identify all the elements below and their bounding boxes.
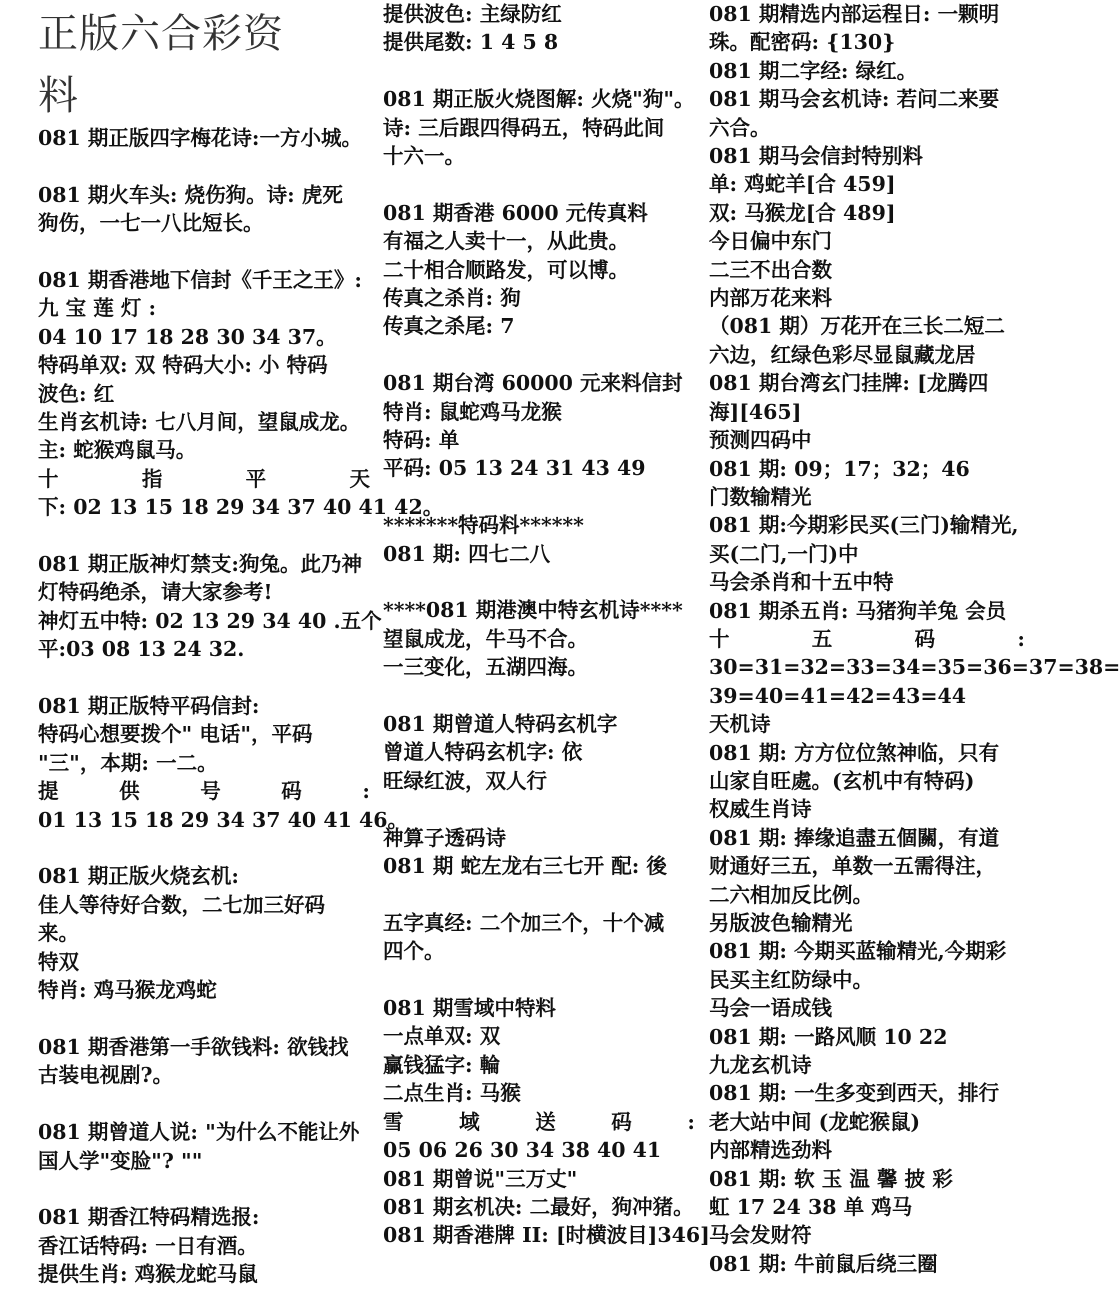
text-line: 特码: 单 bbox=[383, 428, 460, 453]
text-line: 081 期 蛇左龙右三七开 配: 後 bbox=[383, 854, 667, 879]
text-line: 虹 17 24 38 单 鸡马 bbox=[709, 1195, 913, 1220]
blank-line bbox=[383, 966, 695, 994]
spaced-glyph: 送 bbox=[535, 1109, 556, 1134]
text-line: 五字真经: 二个加三个，十个减 bbox=[383, 910, 665, 935]
text-line: 081 期: 今期买蓝输精光,今期彩 bbox=[709, 939, 1007, 964]
text-line: 今日偏中东门 bbox=[709, 229, 832, 254]
blank-line bbox=[383, 341, 695, 369]
text-line: 一点单双: 双 bbox=[383, 1024, 501, 1049]
text-line: 081 期正版火烧图解: 火烧"狗"。 bbox=[383, 87, 695, 112]
text-line: 081 期杀五肖: 马猪狗羊兔 会员 bbox=[709, 598, 1007, 623]
text-line: 主: 蛇猴鸡鼠马。 bbox=[38, 438, 197, 463]
text-line: 旺绿红波，双人行 bbox=[383, 768, 547, 793]
spaced-glyph: 码 bbox=[281, 779, 302, 804]
text-line: 神算子透码诗 bbox=[383, 825, 506, 850]
text-line: 国人学"变脸"? "" bbox=[38, 1148, 203, 1173]
text-line: 平码: 05 13 24 31 43 49 bbox=[383, 456, 646, 481]
text-line: 二三不出合数 bbox=[709, 257, 832, 282]
spaced-glyph: 天 bbox=[349, 466, 370, 491]
blank-line bbox=[38, 1175, 370, 1203]
text-line: 香江话特码: 一日有酒。 bbox=[38, 1233, 258, 1258]
text-line: 081 期雪域中特料 bbox=[383, 996, 556, 1021]
text-line: 081 期精选内部运程日: 一颗明 bbox=[709, 2, 1000, 26]
column-middle bbox=[383, 0, 710, 1250]
text-line: 081 期马会信封特别料 bbox=[709, 144, 923, 169]
spaced-glyph: 雪 bbox=[383, 1109, 404, 1134]
text-line: 特肖: 鸡马猴龙鸡蛇 bbox=[38, 978, 217, 1003]
column-middle-lines bbox=[383, 0, 710, 1250]
text-line: 四个。 bbox=[383, 939, 445, 964]
text-line: 海][465] bbox=[709, 399, 802, 424]
text-line: 01 13 15 18 29 34 37 40 41 46。 bbox=[38, 807, 409, 832]
spaced-text-line bbox=[383, 1108, 695, 1136]
text-line: 九 宝 莲 灯 : bbox=[38, 296, 157, 321]
text-line: 古装电视剧?。 bbox=[38, 1063, 174, 1088]
spaced-glyph: 五 bbox=[811, 626, 833, 651]
text-line: 081 期台湾 60000 元来料信封 bbox=[383, 371, 683, 396]
text-line: 081 期曾道人说: "为什么不能让外 bbox=[38, 1120, 360, 1145]
blank-line bbox=[383, 483, 695, 511]
spaced-glyph: : bbox=[362, 779, 370, 804]
text-line: 081 期香港 6000 元传真料 bbox=[383, 200, 648, 225]
text-line: 081 期: 软 玉 温 馨 披 彩 bbox=[709, 1166, 953, 1191]
text-line: 山家自旺處。(玄机中有特码) bbox=[709, 768, 975, 793]
text-line: 预测四码中 bbox=[709, 428, 812, 453]
text-line: 财通好三五，单数一五需得注， bbox=[709, 854, 996, 879]
text-line: 来。 bbox=[38, 921, 79, 946]
spaced-glyph: 十 bbox=[709, 626, 730, 651]
text-line: 内部万花来料 bbox=[709, 286, 832, 311]
spaced-glyph: 提 bbox=[38, 779, 59, 804]
text-line: 特码心想要拨个" 电话"，平码 bbox=[38, 722, 313, 747]
text-line: 神灯五中特: 02 13 29 34 40 .五个 bbox=[38, 608, 382, 633]
spaced-glyph: : bbox=[1017, 626, 1025, 651]
spaced-glyph: 平 bbox=[245, 466, 267, 491]
text-line: 081 期玄机决: 二最好，狗冲猪。 bbox=[383, 1194, 694, 1219]
text-line: 波色: 红 bbox=[38, 381, 115, 406]
text-line: 马会杀肖和十五中特 bbox=[709, 570, 894, 595]
text-line: 081 期正版四字梅花诗:一方小城。 bbox=[38, 126, 362, 150]
text-line: 传真之杀尾: 7 bbox=[383, 314, 515, 339]
text-line: 有福之人卖十一，从此贵。 bbox=[383, 229, 629, 254]
text-line: 提供尾数: 1 4 5 8 bbox=[383, 30, 559, 55]
text-line: 十六一。 bbox=[383, 144, 465, 169]
spaced-glyph: 域 bbox=[459, 1109, 480, 1134]
text-line: 081 期曾说"三万丈" bbox=[383, 1166, 578, 1191]
text-line: 05 06 26 30 34 38 40 41 bbox=[383, 1138, 662, 1163]
blank-line bbox=[383, 170, 695, 198]
spaced-glyph: : bbox=[687, 1109, 695, 1134]
text-line: 天机诗 bbox=[709, 712, 771, 737]
text-line: 081 期香港地下信封《千王之王》: bbox=[38, 268, 362, 292]
text-line: 诗: 三后跟四得码五，特码此间 bbox=[383, 115, 665, 140]
blank-line bbox=[383, 57, 695, 85]
text-line: 珠。配密码: {130} bbox=[709, 30, 896, 55]
text-line: 081 期马会玄机诗: 若问二来要 bbox=[709, 87, 1000, 112]
text-line: 六边，红绿色彩尽显鼠藏龙居 bbox=[709, 342, 976, 367]
text-line: *******特码料****** bbox=[383, 513, 584, 538]
text-line: 30=31=32=33=34=35=36=37=38= bbox=[709, 655, 1120, 680]
text-line: 081 期: 一路风顺 10 22 bbox=[709, 1024, 948, 1049]
text-line: 04 10 17 18 28 30 34 37。 bbox=[38, 324, 337, 349]
text-line: 买(二门,一门)中 bbox=[709, 541, 859, 566]
spaced-text-line bbox=[38, 465, 370, 493]
blank-line bbox=[383, 682, 695, 710]
text-line: 赢钱猛字: 輪 bbox=[383, 1052, 501, 1077]
blank-line bbox=[383, 568, 695, 596]
text-line: 二六相加反比例。 bbox=[709, 882, 873, 907]
text-line: 081 期曾道人特码玄机字 bbox=[383, 712, 618, 737]
text-line: 灯特码绝杀，请大家参考! bbox=[38, 580, 273, 605]
text-line: 权威生肖诗 bbox=[709, 797, 812, 822]
text-line: 佳人等待好合数，二七加三好码 bbox=[38, 892, 325, 917]
text-line: 081 期正版神灯禁支:狗兔。此乃神 bbox=[38, 552, 362, 577]
text-line: 081 期香港第一手欲钱料: 欲钱找 bbox=[38, 1034, 349, 1059]
text-line: 081 期正版火烧玄机: bbox=[38, 864, 239, 889]
blank-line bbox=[38, 664, 370, 692]
spaced-glyph: 指 bbox=[141, 466, 163, 491]
text-line: 门数输精光 bbox=[709, 484, 812, 509]
text-line: 老大站中间 (龙蛇猴鼠) bbox=[709, 1109, 921, 1134]
text-line: 081 期:今期彩民买(三门)输精光, bbox=[709, 513, 1019, 538]
text-line: 内部精选劲料 bbox=[709, 1138, 832, 1163]
text-line: 民买主红防绿中。 bbox=[709, 967, 873, 992]
text-line: 081 期: 捧缘追盡五個關，有道 bbox=[709, 825, 1000, 850]
text-line: 提供波色: 主绿防红 bbox=[383, 2, 562, 26]
text-line: 望鼠成龙，牛马不合。 bbox=[383, 626, 588, 651]
text-line: 081 期: 牛前鼠后绕三圈 bbox=[709, 1251, 938, 1276]
spaced-text-line bbox=[709, 625, 1025, 653]
text-line: 一三变化，五湖四海。 bbox=[383, 655, 588, 680]
text-line: 传真之杀肖: 狗 bbox=[383, 286, 521, 311]
text-line: 081 期: 方方位位煞神临，只有 bbox=[709, 740, 1000, 765]
text-line: 曾道人特码玄机字: 依 bbox=[383, 740, 583, 765]
blank-line bbox=[383, 880, 695, 908]
text-line: 特双 bbox=[38, 949, 79, 974]
text-line: 马会发财符 bbox=[709, 1223, 812, 1248]
text-line: 生肖玄机诗: 七八月间，望鼠成龙。 bbox=[38, 410, 361, 435]
text-line: （081 期）万花开在三长二短二 bbox=[709, 314, 1005, 339]
text-line: 二点生肖: 马猴 bbox=[383, 1081, 521, 1106]
text-line: 081 期香江特码精选报: bbox=[38, 1205, 260, 1230]
blank-line bbox=[38, 238, 370, 266]
spaced-glyph: 码 bbox=[914, 626, 936, 651]
blank-line bbox=[38, 1005, 370, 1033]
blank-line bbox=[38, 522, 370, 550]
text-line: 081 期二字经: 绿红。 bbox=[709, 58, 918, 83]
spaced-glyph: 码 bbox=[611, 1109, 632, 1134]
text-line: 081 期: 四七二八 bbox=[383, 541, 551, 566]
text-line: 二十相合顺路发，可以博。 bbox=[383, 257, 629, 282]
text-line: 下: 02 13 15 18 29 34 37 40 41 42。 bbox=[38, 495, 444, 520]
text-line: 另版波色输精光 bbox=[709, 911, 853, 935]
page-title: 正版六合彩资 bbox=[38, 11, 284, 57]
text-line: "三"，本期: 一二。 bbox=[38, 750, 218, 775]
text-line: 六合。 bbox=[709, 115, 771, 140]
text-line: 狗伤，一七一八比短长。 bbox=[38, 211, 264, 236]
blank-line bbox=[38, 1090, 370, 1118]
text-line: 081 期: 一生多变到西天，排行 bbox=[709, 1081, 1000, 1106]
spaced-text-line bbox=[38, 777, 370, 805]
text-line: 九龙玄机诗 bbox=[709, 1053, 812, 1078]
page-title-continued: 料 bbox=[38, 73, 79, 119]
blank-line bbox=[383, 795, 695, 823]
blank-line bbox=[38, 152, 370, 180]
spaced-glyph: 号 bbox=[200, 779, 221, 804]
text-line: 081 期香港牌 II: [时横波目]346] bbox=[383, 1223, 710, 1248]
text-line: 提供生肖: 鸡猴龙蛇马鼠 bbox=[38, 1262, 258, 1287]
text-line: 单: 鸡蛇羊[合 459] bbox=[709, 172, 896, 197]
text-line: 081 期: 09；17；32；46 bbox=[709, 456, 970, 481]
column-right bbox=[709, 0, 1120, 1278]
blank-line bbox=[38, 834, 370, 862]
column-right-lines bbox=[709, 0, 1120, 1278]
text-line: 特码单双: 双 特码大小: 小 特码 bbox=[38, 353, 328, 378]
text-line: ****081 期港澳中特玄机诗**** bbox=[383, 598, 683, 623]
text-line: 特肖: 鼠蛇鸡马龙猴 bbox=[383, 399, 562, 424]
text-line: 39=40=41=42=43=44 bbox=[709, 683, 967, 708]
text-line: 081 期台湾玄门挂牌: [龙腾四 bbox=[709, 371, 989, 396]
text-line: 双: 马猴龙[合 489] bbox=[709, 200, 896, 225]
spaced-glyph: 十 bbox=[38, 466, 59, 491]
text-line: 081 期火车头: 烧伤狗。诗: 虎死 bbox=[38, 182, 343, 207]
text-line: 马会一语成钱 bbox=[709, 996, 832, 1021]
text-line: 平:03 08 13 24 32. bbox=[38, 637, 245, 662]
spaced-glyph: 供 bbox=[119, 779, 140, 804]
text-line: 081 期正版特平码信封: bbox=[38, 694, 260, 719]
